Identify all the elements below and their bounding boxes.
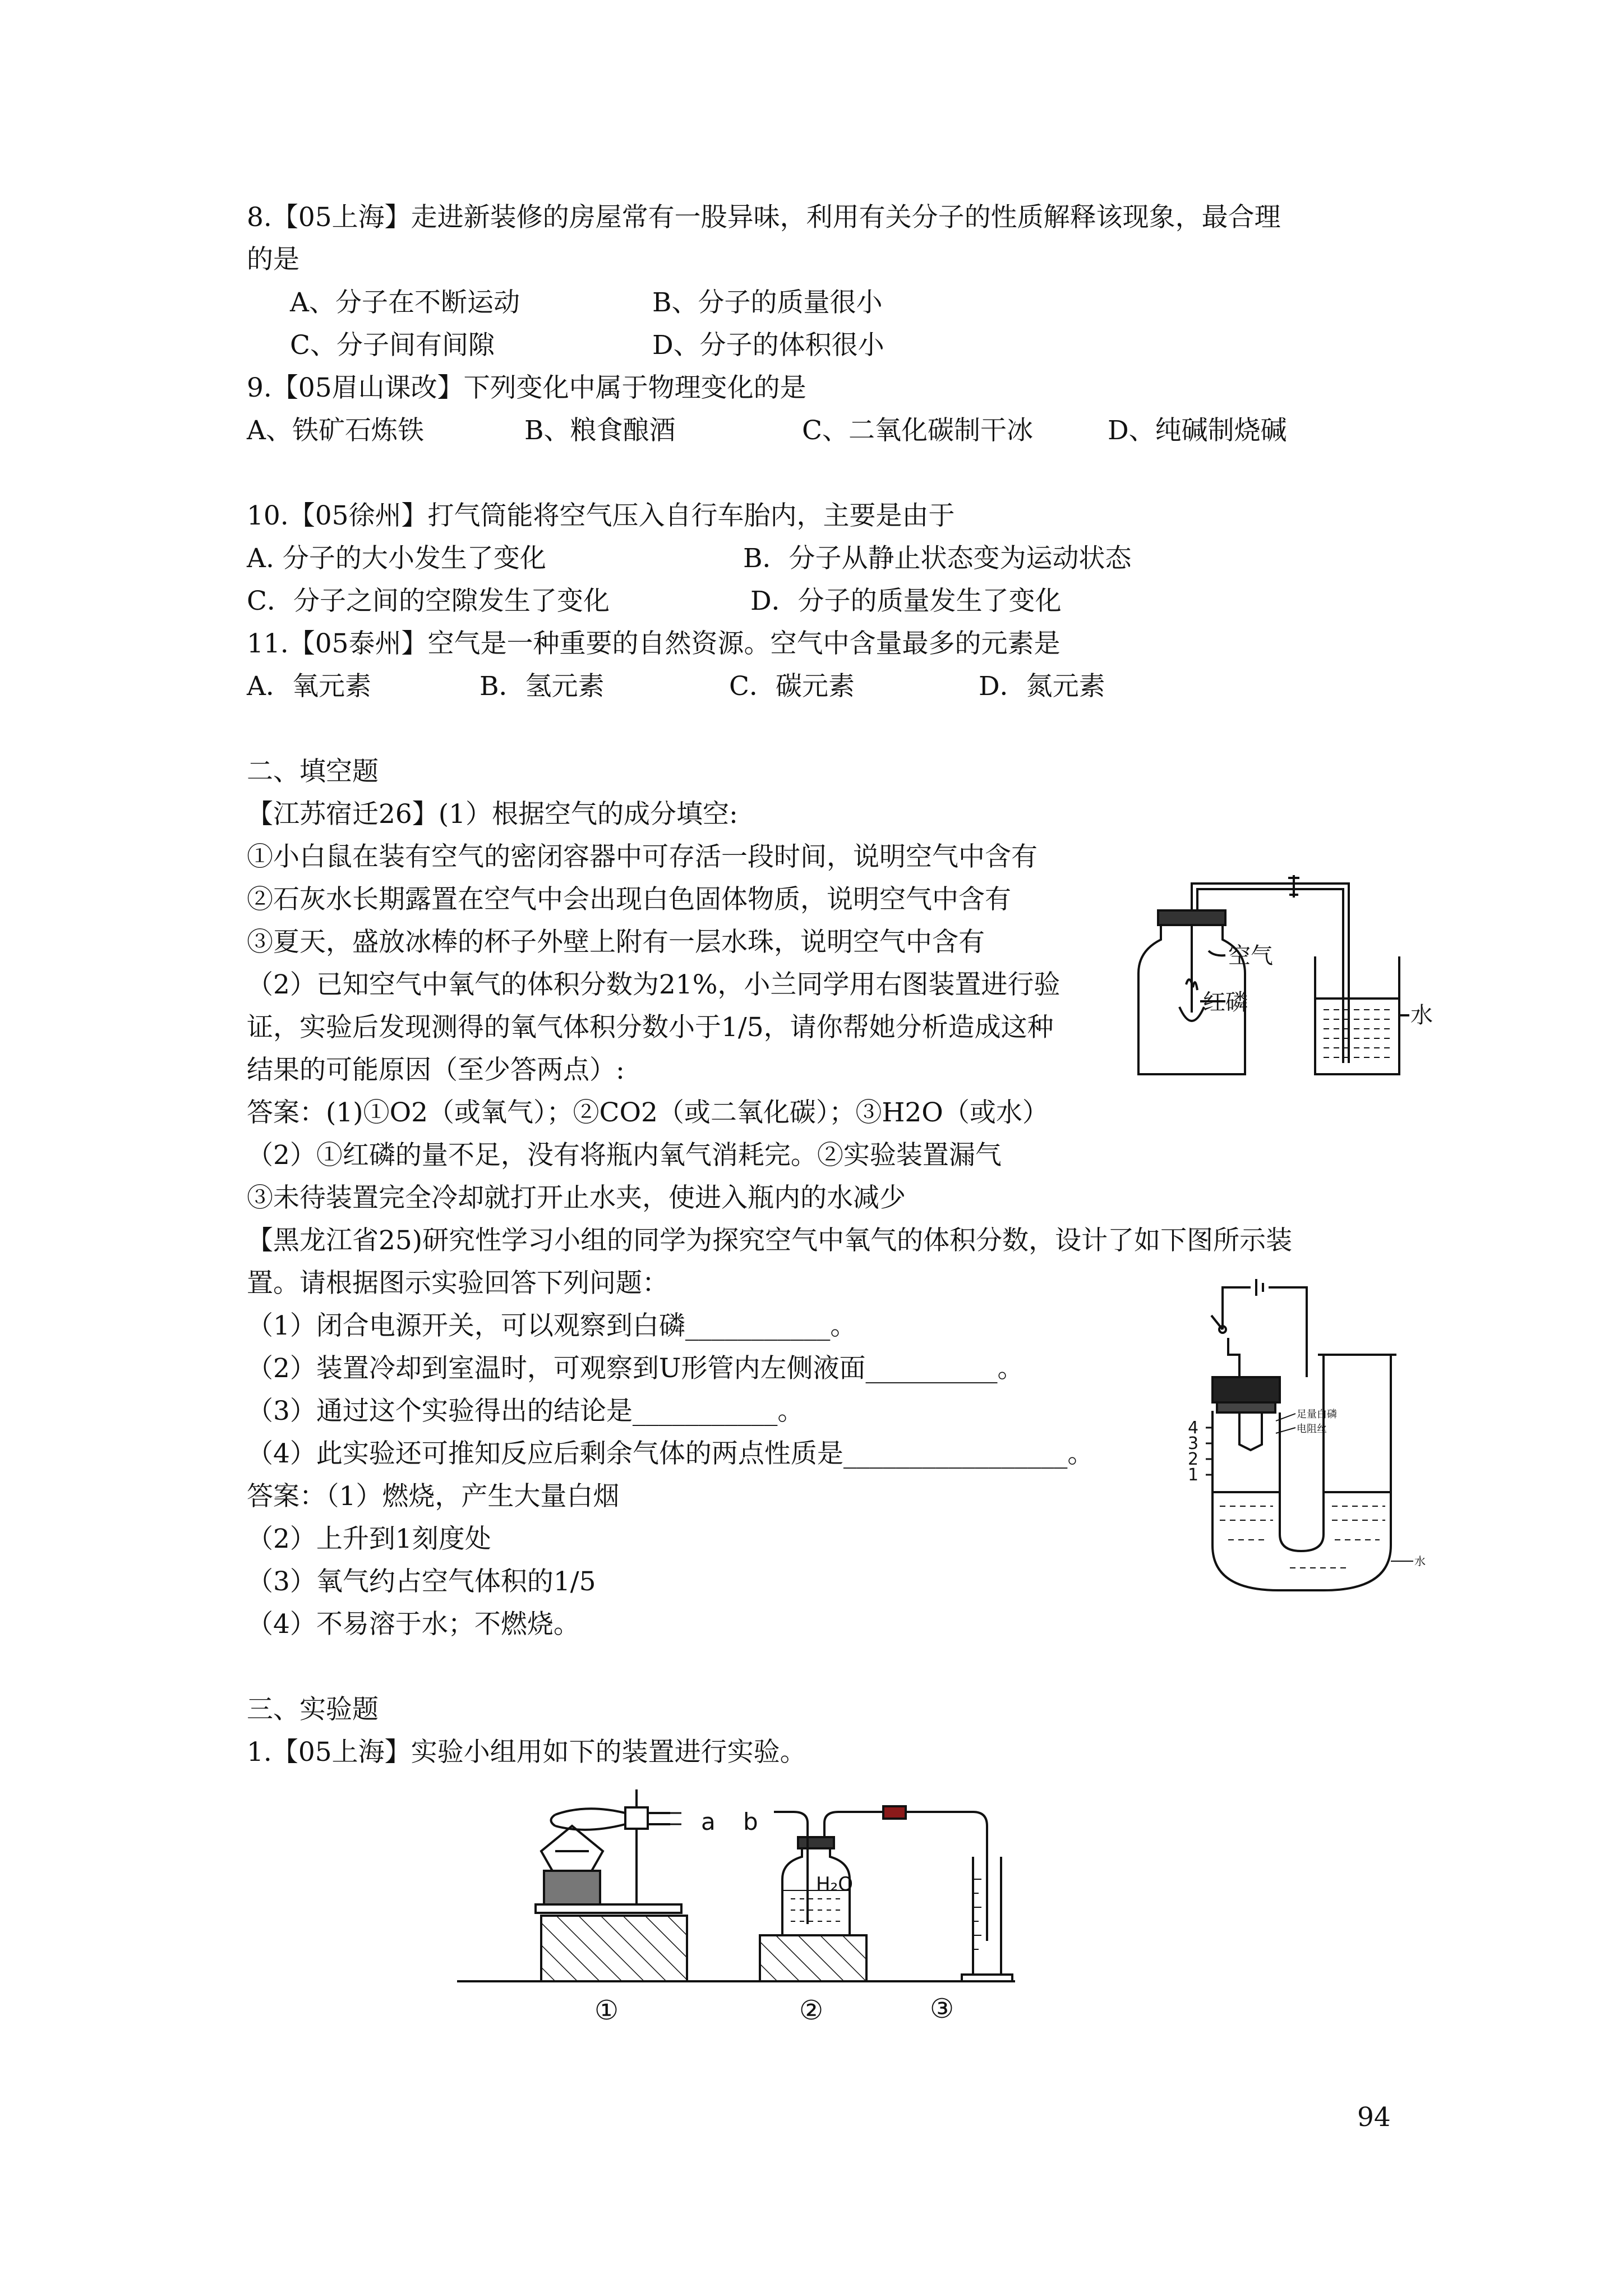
hlj-answer1: 答案：（1）燃烧，产生大量白烟 [247,1481,620,1512]
suqian-line4: ③夏天，盛放冰棒的杯子外壁上附有一层水珠，说明空气中含有 [247,927,985,958]
label-2: ② [799,1995,824,2026]
hlj-line4: （2）装置冷却到室温时，可观察到U形管内左侧液面__________。 [247,1353,1024,1384]
hlj-answer3: （3）氧气约占空气体积的1/5 [247,1566,596,1597]
q9-stem: 9.【05眉山课改】下列变化中属于物理变化的是 [247,372,806,403]
section3-q1: 1.【05上海】实验小组用如下的装置进行实验。 [247,1737,806,1768]
hlj-answer4: （4）不易溶于水；不燃烧。 [247,1609,580,1640]
q10-option-a: A. 分子的大小发生了变化 [247,543,546,574]
q8-option-c: C、分子间有间隙 [290,330,495,361]
q11-option-b: B．氢元素 [479,671,605,702]
scale-3: 3 [1188,1434,1199,1453]
hlj-line1: 【黑龙江省25)研究性学习小组的同学为探究空气中氧气的体积分数，设计了如下图所示装 [247,1225,1293,1256]
q9-option-b: B、粮食酿酒 [524,415,676,446]
u-tube-apparatus-figure [1178,1276,1436,1602]
suqian-answer1: 答案：(1)①O2（或氧气）；②CO2（或二氧化碳）；③H2O（或水） [247,1097,1049,1128]
label-white-phosphorus: 足量白磷 [1297,1409,1337,1420]
hlj-line2: 置。请根据图示实验回答下列问题： [247,1268,668,1299]
suqian-line7: 结果的可能原因（至少答两点）: [247,1055,625,1085]
label-resistance-wire: 电阻丝 [1297,1423,1327,1435]
scale-4: 4 [1188,1418,1199,1438]
q8-option-b: B、分子的质量很小 [652,287,883,318]
label-b: b [743,1808,758,1835]
experiment-apparatus-figure [457,1773,1018,2036]
section2-heading: 二、填空题 [247,756,379,787]
label-3: ③ [930,1993,955,2024]
suqian-line1: 【江苏宿迁26】(1）根据空气的成分填空: [247,799,738,830]
suqian-answer3: ③未待装置完全冷却就打开止水夹，使进入瓶内的水减少 [247,1182,906,1213]
q9-option-d: D、纯碱制烧碱 [1108,415,1287,446]
suqian-line3: ②石灰水长期露置在空气中会出现白色固体物质，说明空气中含有 [247,884,1011,915]
hlj-line3: （1）闭合电源开关，可以观察到白磷___________。 [247,1310,857,1341]
suqian-line5: （2）已知空气中氧气的体积分数为21%，小兰同学用右图装置进行验 [247,969,1061,1000]
q11-option-d: D．氮元素 [979,671,1105,702]
q8-stem-line1: 8.【05上海】走进新装修的房屋常有一股异味，利用有关分子的性质解释该现象，最合理 [247,202,1281,233]
label-water: 水 [1414,1554,1426,1568]
label-water: 水 [1410,1002,1433,1028]
q11-stem: 11.【05泰州】空气是一种重要的自然资源。空气中含量最多的元素是 [247,628,1061,659]
q10-stem: 10.【05徐州】打气筒能将空气压入自行车胎内，主要是由于 [247,500,955,531]
label-a: a [701,1808,716,1835]
q10-option-b: B．分子从静止状态变为运动状态 [743,543,1132,574]
label-air: 空气 [1228,943,1273,969]
suqian-line6: 证，实验后发现测得的氧气体积分数小于1/5，请你帮她分析造成这种 [247,1012,1054,1043]
label-red-phosphorus: 红磷 [1203,990,1248,1015]
label-1: ① [594,1995,619,2026]
suqian-line2: ①小白鼠在装有空气的密闭容器中可存活一段时间，说明空气中含有 [247,841,1038,872]
q8-option-a: A、分子在不断运动 [290,287,520,318]
suqian-answer2: （2）①红磷的量不足，没有将瓶内氧气消耗完。②实验装置漏气 [247,1140,1002,1171]
scale-2: 2 [1188,1450,1199,1469]
q11-option-c: C．碳元素 [729,671,855,702]
hlj-line6: （4）此实验还可推知反应后剩余气体的两点性质是_________________。 [247,1438,1094,1469]
scale-1: 1 [1188,1465,1199,1485]
q11-option-a: A．氧元素 [247,671,371,702]
q10-option-c: C．分子之间的空隙发生了变化 [247,586,610,616]
q8-stem-line2: 的是 [247,244,299,275]
section3-heading: 三、实验题 [247,1694,379,1725]
hlj-line5: （3）通过这个实验得出的结论是___________。 [247,1396,804,1427]
page-number: 94 [1357,2102,1391,2133]
q8-option-d: D、分子的体积很小 [652,330,884,361]
q10-option-d: D．分子的质量发生了变化 [750,586,1062,616]
label-h2o: H₂O [816,1873,853,1895]
q9-option-a: A、铁矿石炼铁 [247,415,424,446]
hlj-answer2: （2）上升到1刻度处 [247,1524,491,1554]
q9-option-c: C、二氧化碳制干冰 [802,415,1033,446]
red-phosphorus-apparatus-figure [1130,872,1433,1085]
